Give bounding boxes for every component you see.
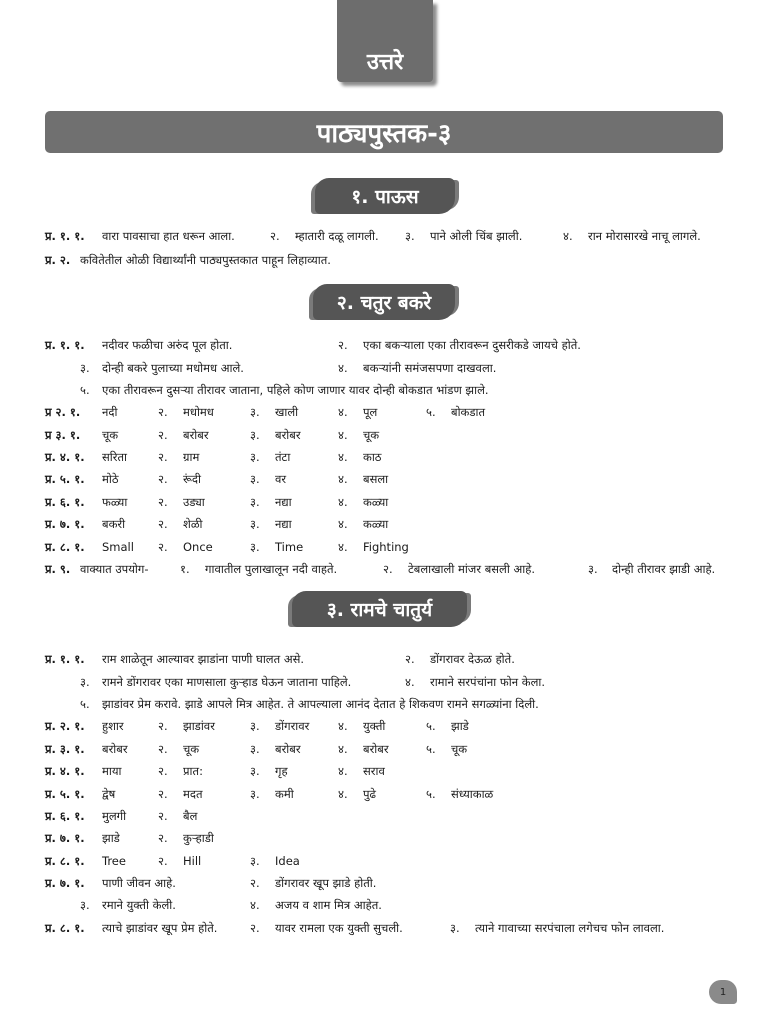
- answer-text: ४.: [563, 229, 573, 243]
- question-number: प्र. ८. १.: [45, 921, 85, 935]
- answer-text: नदीवर फळीचा अरुंद पूल होता.: [102, 338, 233, 352]
- answer-text: कमी: [275, 787, 294, 801]
- answer-text: नदी: [102, 405, 118, 419]
- answer-text: २.: [383, 562, 393, 576]
- answer-text: डोंगरावर खूप झाडे होती.: [275, 876, 377, 890]
- answer-row: [0, 649, 768, 669]
- answer-text: बकरी: [102, 517, 126, 531]
- answer-text: Idea: [275, 854, 300, 868]
- answer-text: मुलगी: [102, 809, 127, 823]
- answer-text: ३.: [80, 361, 90, 375]
- answer-row: [0, 537, 768, 557]
- answer-text: २.: [250, 876, 260, 890]
- answer-text: राम शाळेतून आल्यावर झाडांना पाणी घालत असे.: [102, 652, 305, 666]
- answer-text: वाक्यात उपयोग-: [80, 562, 149, 576]
- answer-text: चूक: [451, 742, 468, 756]
- section-heading-2: [313, 284, 455, 320]
- answer-text: ४.: [338, 495, 348, 509]
- answer-text: ३.: [450, 921, 460, 935]
- answer-text: शेळी: [183, 517, 203, 531]
- answer-text: युक्ती: [363, 719, 386, 733]
- answer-text: गृह: [275, 764, 288, 778]
- answer-text: रामाने सरपंचांना फोन केला.: [430, 675, 546, 689]
- answers-tab-label: उत्तरे: [366, 50, 404, 75]
- answer-text: ३.: [250, 854, 260, 868]
- answer-text: २.: [158, 742, 168, 756]
- answer-text: २.: [338, 338, 348, 352]
- answer-text: बरोबर: [183, 428, 209, 442]
- answer-text: २.: [158, 517, 168, 531]
- answer-text: रान मोरासारखे नाचू लागले.: [588, 229, 701, 243]
- answer-row: [0, 739, 768, 759]
- answer-text: सराव: [363, 764, 385, 778]
- answer-row: [0, 514, 768, 534]
- answer-text: नद्या: [275, 495, 292, 509]
- answer-text: तंटा: [275, 450, 291, 464]
- answer-row: [0, 492, 768, 512]
- answer-text: ३.: [250, 787, 260, 801]
- answer-row: [0, 806, 768, 826]
- answer-row: [0, 469, 768, 489]
- answer-text: पाणी जीवन आहे.: [102, 876, 176, 890]
- question-number: प्र ३. १.: [45, 428, 81, 442]
- answer-text: ३.: [250, 517, 260, 531]
- answer-text: ४.: [338, 719, 348, 733]
- answer-text: २.: [405, 652, 415, 666]
- answer-text: २.: [158, 472, 168, 486]
- answer-text: ५.: [80, 383, 90, 397]
- answer-row: [0, 250, 768, 270]
- answer-text: संध्याकाळ: [451, 787, 494, 801]
- answer-row: [0, 559, 768, 579]
- answer-text: ५.: [426, 405, 436, 419]
- answer-text: एका बकऱ्याला एका तीरावरून दुसरीकडे जायचे होते.: [363, 338, 581, 352]
- question-number: प्र २. १.: [45, 405, 81, 419]
- answer-row: [0, 380, 768, 400]
- answer-text: सरिता: [102, 450, 127, 464]
- answer-text: २.: [158, 854, 168, 868]
- answer-row: [0, 851, 768, 871]
- question-number: प्र. ३. १.: [45, 742, 85, 756]
- answer-text: ५.: [426, 742, 436, 756]
- answer-text: कवितेतील ओळी विद्यार्थ्यांनी पाठ्यपुस्तकात पाहून लिहाव्यात.: [80, 253, 331, 267]
- answer-text: ५.: [426, 719, 436, 733]
- answer-text: नद्या: [275, 517, 292, 531]
- answer-text: खाली: [275, 405, 299, 419]
- answer-text: २.: [158, 719, 168, 733]
- answer-text: २.: [250, 921, 260, 935]
- answer-text: बसला: [363, 472, 389, 486]
- answer-text: ग्राम: [183, 450, 200, 464]
- answer-text: २.: [158, 450, 168, 464]
- answer-text: बरोबर: [363, 742, 389, 756]
- answer-text: Small: [102, 540, 134, 554]
- answer-text: ५.: [80, 697, 90, 711]
- answer-text: ३.: [250, 472, 260, 486]
- page-number-text: 1: [719, 986, 727, 998]
- question-number: प्र. १. १.: [45, 229, 85, 243]
- answer-text: २.: [158, 540, 168, 554]
- answer-text: २.: [158, 405, 168, 419]
- answer-text: यावर रामला एक युक्ती सुचली.: [275, 921, 403, 935]
- answer-text: २.: [158, 495, 168, 509]
- answer-text: बोकडात: [451, 405, 486, 419]
- answer-text: द्वेष: [102, 787, 116, 801]
- answer-text: बकऱ्यांनी समंजसपणा दाखवला.: [363, 361, 497, 375]
- answer-text: मदत: [183, 787, 203, 801]
- answer-text: ४.: [338, 361, 348, 375]
- answer-text: ३.: [250, 742, 260, 756]
- answer-text: टेबलाखाली मांजर बसली आहे.: [408, 562, 535, 576]
- answer-text: बरोबर: [275, 742, 301, 756]
- answer-text: झाडे: [451, 719, 469, 733]
- answer-text: झाडांवर प्रेम करावे. झाडे आपले मित्र आहेत. ते आपल्याला आनंद देतात हे शिकवण रामने सगळ्यांना दिली.: [102, 697, 539, 711]
- answer-row: [0, 402, 768, 422]
- answer-text: ४.: [338, 787, 348, 801]
- answer-text: ४.: [338, 517, 348, 531]
- section-heading-1-text: १. पाऊस: [351, 186, 419, 208]
- question-number: प्र. ८. १.: [45, 540, 85, 554]
- answer-text: २.: [158, 831, 168, 845]
- answer-text: पूल: [363, 405, 378, 419]
- answer-row: [0, 694, 768, 714]
- answer-text: एका तीरावरून दुसऱ्या तीरावर जाताना, पहिले कोण जाणार यावर दोन्ही बोकडात भांडण झाले.: [102, 383, 489, 397]
- answer-text: रमाने युक्ती केली.: [102, 898, 176, 912]
- answer-text: ४.: [338, 450, 348, 464]
- answer-text: ३.: [80, 675, 90, 689]
- answer-text: कळ्या: [363, 495, 389, 509]
- answer-text: झाडे: [102, 831, 120, 845]
- question-number: प्र. ५. १.: [45, 472, 85, 486]
- answer-row: [0, 873, 768, 893]
- section-heading-3: [292, 591, 467, 627]
- answer-row: [0, 358, 768, 378]
- answer-text: पाने ओली चिंब झाली.: [430, 229, 523, 243]
- answer-text: बरोबर: [275, 428, 301, 442]
- answer-text: ३.: [250, 540, 260, 554]
- question-number: प्र. ८. १.: [45, 854, 85, 868]
- question-number: प्र. ७. १.: [45, 517, 85, 531]
- question-number: प्र. १. १.: [45, 338, 85, 352]
- answer-text: दोन्ही बकरे पुलाच्या मधोमध आले.: [102, 361, 244, 375]
- answer-text: वर: [275, 472, 287, 486]
- answer-text: उड्या: [183, 495, 205, 509]
- answer-row: [0, 784, 768, 804]
- answer-text: ३.: [405, 229, 415, 243]
- answer-row: [0, 918, 768, 938]
- question-number: प्र. २.: [45, 253, 71, 267]
- answer-text: १.: [180, 562, 190, 576]
- answer-text: रामने डोंगरावर एका माणसाला कुऱ्हाड घेऊन जाताना पाहिले.: [102, 675, 352, 689]
- answer-text: २.: [158, 428, 168, 442]
- answer-text: ३.: [250, 450, 260, 464]
- page-number: [709, 980, 737, 1004]
- section-heading-2-text: २. चतुर बकरे: [336, 292, 432, 314]
- answer-text: २.: [270, 229, 280, 243]
- answer-text: ३.: [250, 764, 260, 778]
- question-number: प्र. ९.: [45, 562, 71, 576]
- section-heading-3-text: ३. रामचे चातुर्य: [326, 599, 433, 621]
- answer-text: बैल: [183, 809, 198, 823]
- answers-tab: [337, 0, 433, 82]
- answer-text: काठ: [363, 450, 382, 464]
- answer-text: ४.: [338, 540, 348, 554]
- answer-row: [0, 895, 768, 915]
- question-number: प्र. ५. १.: [45, 787, 85, 801]
- answer-text: Time: [275, 540, 304, 554]
- answer-text: पुढे: [363, 787, 377, 801]
- answer-text: त्याचे झाडांवर खूप प्रेम होते.: [102, 921, 218, 935]
- answer-row: [0, 335, 768, 355]
- answer-text: फळ्या: [102, 495, 128, 509]
- answer-text: ३.: [250, 405, 260, 419]
- answer-row: [0, 716, 768, 736]
- answer-text: ३.: [588, 562, 598, 576]
- answer-row: [0, 425, 768, 445]
- answer-text: चूक: [183, 742, 200, 756]
- question-number: प्र. ४. १.: [45, 764, 85, 778]
- answer-text: ३.: [250, 719, 260, 733]
- question-number: प्र. ४. १.: [45, 450, 85, 464]
- answer-text: हुशार: [102, 719, 124, 733]
- answer-text: मधोमध: [183, 405, 214, 419]
- answer-text: चूक: [102, 428, 119, 442]
- answer-text: ३.: [80, 898, 90, 912]
- answer-text: डोंगरावर देऊळ होते.: [430, 652, 515, 666]
- question-number: प्र. ७. १.: [45, 831, 85, 845]
- answer-text: ४.: [338, 405, 348, 419]
- textbook-banner: [45, 111, 723, 153]
- question-number: प्र. ६. १.: [45, 495, 85, 509]
- question-number: प्र. १. १.: [45, 652, 85, 666]
- answer-text: ३.: [250, 495, 260, 509]
- answer-row: [0, 447, 768, 467]
- answer-text: वारा पावसाचा हात धरून आला.: [102, 229, 235, 243]
- answer-text: म्हातारी दळू लागली.: [295, 229, 379, 243]
- answer-text: प्रात:: [183, 764, 203, 778]
- answer-row: [0, 828, 768, 848]
- answer-text: ४.: [338, 764, 348, 778]
- answer-text: Once: [183, 540, 213, 554]
- answer-text: Tree: [102, 854, 126, 868]
- answer-text: कुऱ्हाडी: [183, 831, 214, 845]
- question-number: प्र. ६. १.: [45, 809, 85, 823]
- answer-text: कळ्या: [363, 517, 389, 531]
- answer-text: Fighting: [363, 540, 409, 554]
- answer-text: Hill: [183, 854, 202, 868]
- answer-text: मोठे: [102, 472, 119, 486]
- answer-text: ४.: [338, 742, 348, 756]
- answer-text: ५.: [426, 787, 436, 801]
- answer-text: ४.: [338, 472, 348, 486]
- section-heading-1: [315, 178, 455, 214]
- answer-text: ३.: [250, 428, 260, 442]
- answer-text: चूक: [363, 428, 380, 442]
- answer-text: रूंदी: [183, 472, 202, 486]
- answer-text: झाडांवर: [183, 719, 215, 733]
- banner-title: पाठ्यपुस्तक-३: [316, 119, 452, 149]
- answer-text: गावातील पुलाखालून नदी वाहते.: [205, 562, 338, 576]
- answer-text: २.: [158, 809, 168, 823]
- answer-text: त्याने गावाच्या सरपंचाला लगेचच फोन लावला.: [475, 921, 665, 935]
- answer-text: ४.: [338, 428, 348, 442]
- answer-row: [0, 761, 768, 781]
- answer-text: डोंगरावर: [275, 719, 310, 733]
- answer-text: २.: [158, 764, 168, 778]
- answer-row: [0, 226, 768, 246]
- answer-row: [0, 672, 768, 692]
- answer-text: ४.: [405, 675, 415, 689]
- answer-text: ४.: [250, 898, 260, 912]
- answer-text: २.: [158, 787, 168, 801]
- answer-text: माया: [102, 764, 122, 778]
- answer-text: अजय व शाम मित्र आहेत.: [275, 898, 382, 912]
- answer-text: दोन्ही तीरावर झाडी आहे.: [612, 562, 716, 576]
- answer-text: बरोबर: [102, 742, 128, 756]
- question-number: प्र. २. १.: [45, 719, 85, 733]
- question-number: प्र. ७. १.: [45, 876, 85, 890]
